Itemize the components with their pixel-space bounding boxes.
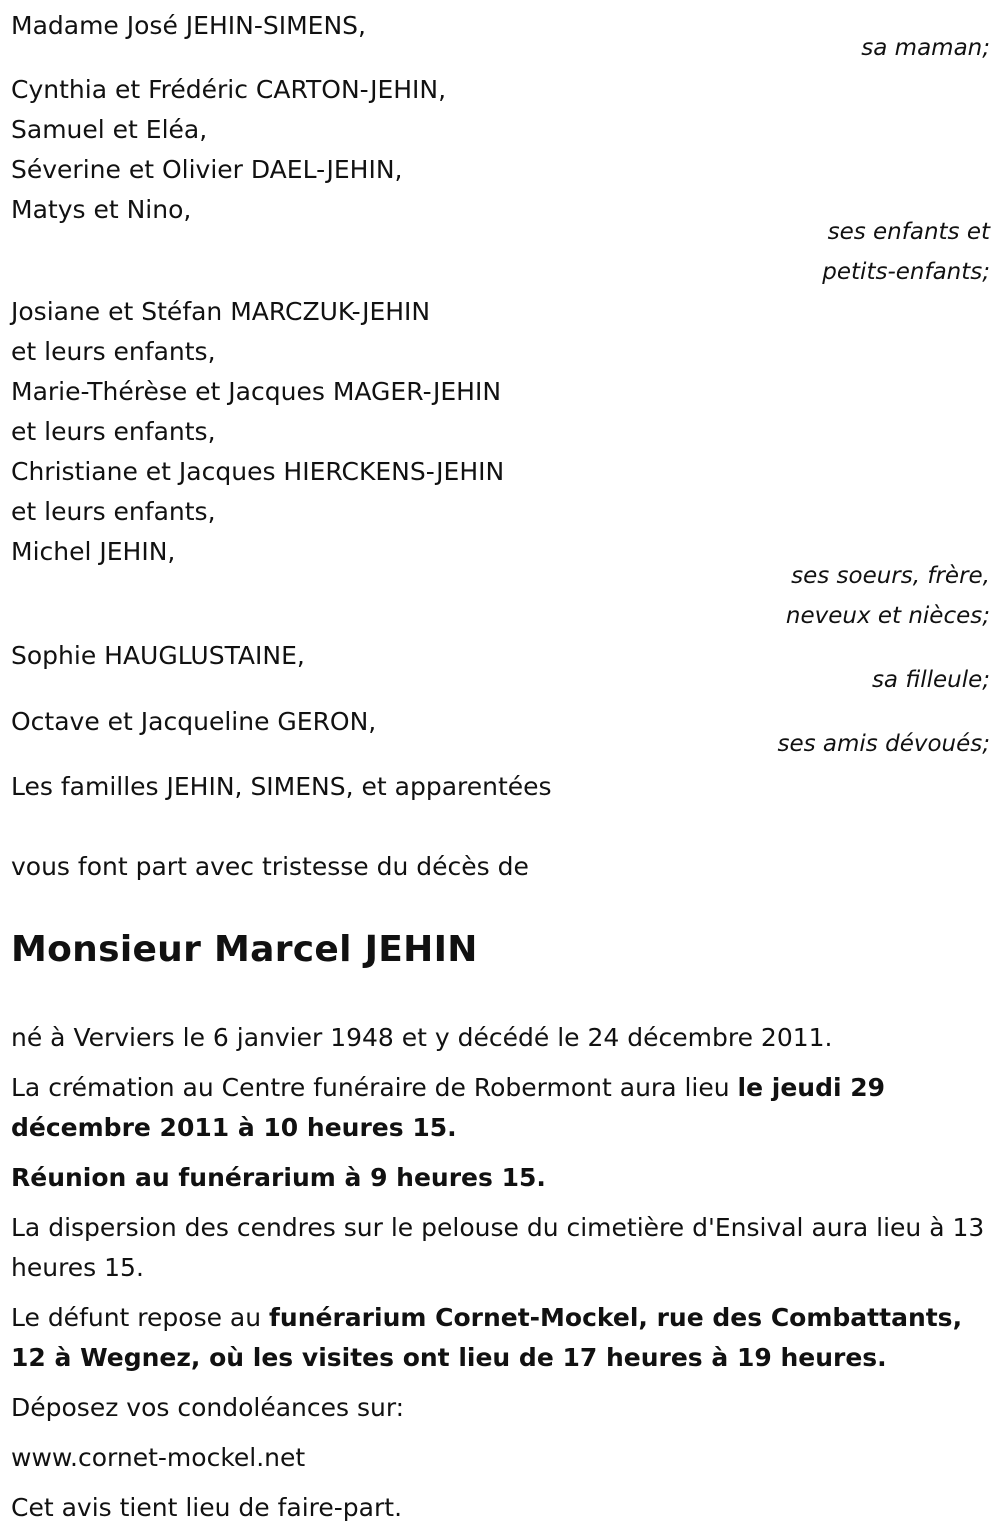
family-name-line: et leurs enfants,	[11, 417, 216, 446]
family-group-children	[11, 70, 990, 292]
family-name-line: et leurs enfants,	[11, 337, 216, 366]
funeral-details	[11, 1018, 990, 1528]
website-link[interactable]: www.cornet-mockel.net	[11, 1443, 306, 1472]
relation-label: ses soeurs, frère,	[791, 563, 990, 589]
family-name-line: Cynthia et Frédéric CARTON-JEHIN,	[11, 75, 447, 104]
repose-info	[11, 1298, 990, 1378]
relation-label: ses amis dévoués;	[777, 731, 990, 757]
reunion-info	[11, 1158, 990, 1198]
reunion-text: Réunion au funérarium à 9 heures 15.	[11, 1163, 546, 1192]
family-group-mother	[11, 6, 990, 68]
cremation-date: le jeudi 29 décembre 2011 à 10 heures 15.	[11, 1073, 886, 1142]
deceased-name: Monsieur Marcel JEHIN	[11, 929, 478, 970]
family-group-relatives	[11, 767, 990, 807]
relation-label: sa maman;	[861, 35, 990, 61]
family-name-line: Samuel et Eléa,	[11, 115, 208, 144]
family-group-goddaughter	[11, 636, 990, 700]
dispersion-info: La dispersion des cendres sur le pelouse du cimetière d'Ensival aura lieu à 13 heures 15.	[11, 1213, 985, 1282]
birth-death-info: né à Verviers le 6 janvier 1948 et y décédé le 24 décembre 2011.	[11, 1023, 833, 1052]
family-group-siblings	[11, 292, 990, 636]
family-name-line: Michel JEHIN,	[11, 537, 176, 566]
family-name-line: Séverine et Olivier DAEL-JEHIN,	[11, 155, 403, 184]
family-name-line: Sophie HAUGLUSTAINE,	[11, 641, 305, 670]
relation-label: sa filleule;	[871, 667, 990, 693]
relation-label: neveux et nièces;	[785, 603, 990, 629]
condolences-label: Déposez vos condoléances sur:	[11, 1393, 405, 1422]
family-name-line: Octave et Jacqueline GERON,	[11, 707, 377, 736]
family-name-line: et leurs enfants,	[11, 497, 216, 526]
family-group-friends	[11, 702, 990, 764]
announcement-text: vous font part avec tristesse du décès de	[11, 852, 529, 881]
repose-text: Le défunt repose au	[11, 1303, 270, 1332]
family-name-line: Matys et Nino,	[11, 195, 192, 224]
relation-label: ses enfants et	[827, 219, 990, 245]
closing-text: Cet avis tient lieu de faire-part.	[11, 1493, 403, 1522]
repose-location: funérarium Cornet-Mockel, rue des Combattants, 12 à Wegnez, où les visites ont lieu de 17 heures à 19 heures.	[11, 1303, 963, 1372]
family-name-line: Madame José JEHIN-SIMENS,	[11, 11, 366, 40]
family-name-line: Les familles JEHIN, SIMENS, et apparentées	[11, 772, 552, 801]
cremation-info	[11, 1068, 990, 1148]
family-name-line: Josiane et Stéfan MARCZUK-JEHIN	[11, 297, 431, 326]
cremation-text: La crémation au Centre funéraire de Robermont aura lieu	[11, 1073, 738, 1102]
family-name-line: Marie-Thérèse et Jacques MAGER-JEHIN	[11, 377, 502, 406]
family-name-line: Christiane et Jacques HIERCKENS-JEHIN	[11, 457, 505, 486]
relation-label: petits-enfants;	[822, 259, 990, 285]
